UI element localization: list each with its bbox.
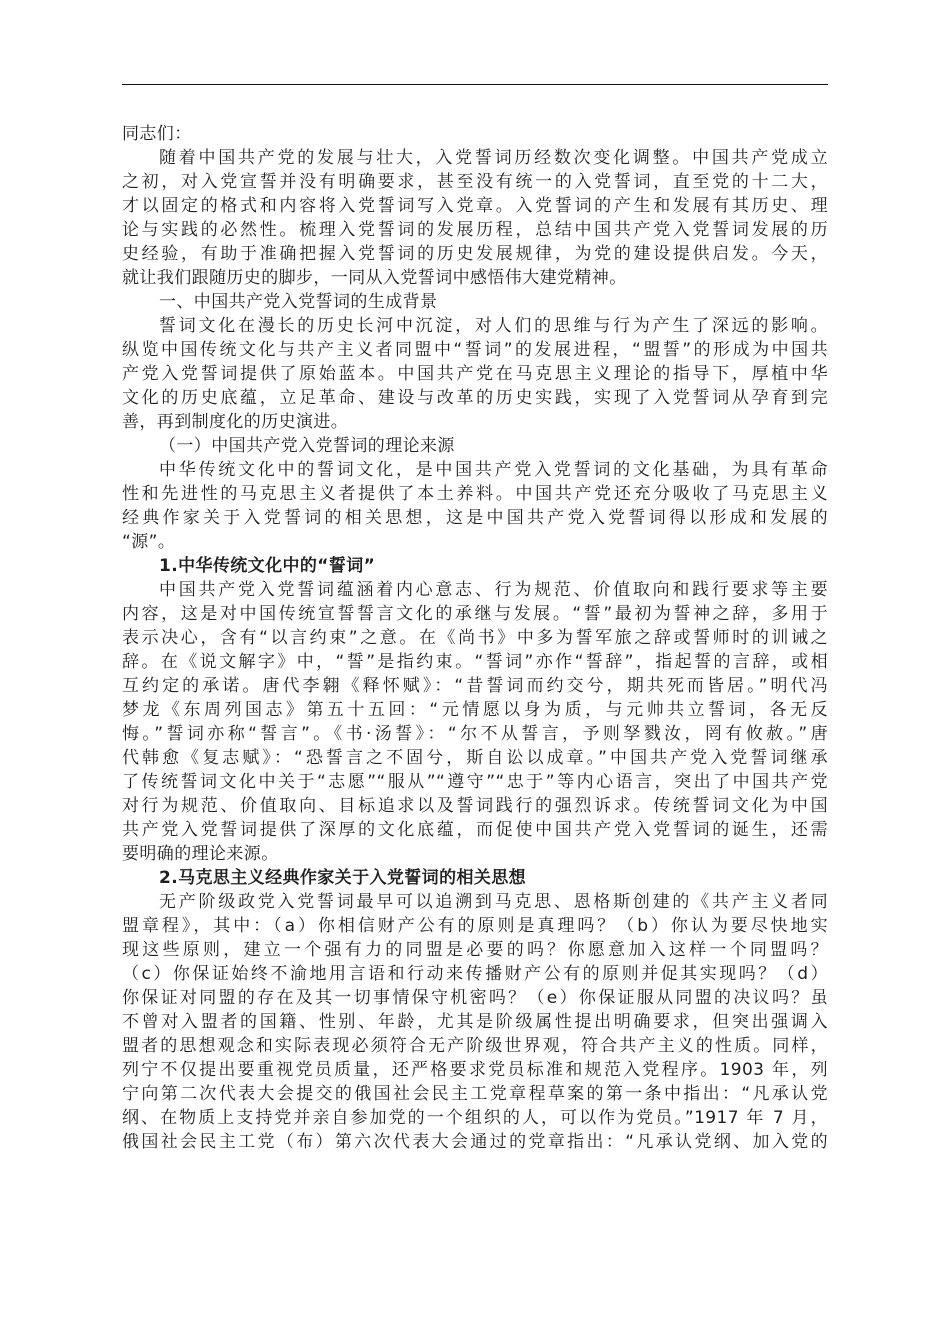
text-line: 盟章程》，其中：（a）你相信财产公有的原则是真理吗？（b）你认为要尽快地实 — [122, 916, 828, 936]
text-line: 之初，对入党宣誓并没有明确要求，甚至没有统一的入党誓词，直至党的十二大， — [122, 172, 828, 192]
text-line: 悔。”誓词亦称“誓言”。《书·汤誓》：“尔不从誓言，予则孥戮汝，罔有攸赦。”唐 — [122, 724, 828, 744]
text-line: 辞。在《说文解字》中，“誓”是指约束。“誓词”亦作“誓辞”，指起誓的言辞，或相 — [122, 652, 828, 672]
text-line: 列宁不仅提出要重视党员质量，还严格要求党员标准和规范入党程序。1903 年，列 — [122, 1060, 829, 1080]
text-line: 了传统誓词文化中关于“志愿”“服从”“遵守”“忠于”等内心语言，突出了中国共产党 — [122, 772, 828, 792]
text-line: 俄国社会民主工党（布）第六次代表大会通过的党章指出：“凡承认党纲、加入党的 — [122, 1132, 828, 1152]
text-line: 一、中国共产党入党誓词的生成背景 — [159, 292, 438, 312]
text-line: 产党入党誓词提供了原始蓝本。中国共产党在马克思主义理论的指导下，厚植中华 — [122, 364, 828, 384]
text-line: 史经验，有助于准确把握入党誓词的历史发展规律，为党的建设提供启发。今天， — [122, 244, 828, 264]
text-line: 不曾对入盟者的国籍、性别、年龄，尤其是阶级属性提出明确要求，但突出强调入 — [122, 1012, 828, 1032]
text-line: 纲、在物质上支持党并亲自参加党的一个组织的人，可以作为党员。”1917 年 7 月， — [122, 1108, 828, 1128]
text-line: 无产阶级政党入党誓词最早可以追溯到马克思、恩格斯创建的《共产主义者同 — [159, 892, 828, 912]
text-line: 互约定的承诺。唐代李翱《释怀赋》：“昔誓词而约交兮，期共死而皆居。”明代冯 — [122, 676, 828, 696]
text-line: 纵览中国传统文化与共产主义者同盟中“誓词”的发展进程，“盟誓”的形成为中国共 — [122, 340, 828, 360]
text-line: 中国共产党入党誓词蕴涵着内心意志、行为规范、价值取向和践行要求等主要 — [159, 580, 828, 600]
text-line: 内容，这是对中国传统宣誓誓言文化的承继与发展。“誓”最初为誓神之辞，多用于 — [122, 604, 828, 624]
text-line: 对行为规范、价值取向、目标追求以及誓词践行的强烈诉求。传统誓词文化为中国 — [122, 796, 828, 816]
text-line: （c）你保证始终不渝地用言语和行动来传播财产公有的原则并促其实现吗？（d） — [122, 964, 828, 984]
text-line: “源”。 — [122, 532, 176, 552]
text-line: 文化的历史底蕴，立足革命、建设与改革的历史实践，实现了入党誓词从孕育到完 — [122, 388, 828, 408]
section-heading: 2.马克思主义经典作家关于入党誓词的相关思想 — [159, 868, 527, 888]
text-line: 性和先进性的马克思主义者提供了本土养料。中国共产党还充分吸收了马克思主义 — [122, 484, 828, 504]
text-line: 要明确的理论来源。 — [122, 844, 279, 864]
text-line: 共产党入党誓词提供了深厚的文化底蕴，而促使中国共产党入党誓词的诞生，还需 — [122, 820, 828, 840]
text-line: 就让我们跟随历史的脚步，一同从入党誓词中感悟伟大建党精神。 — [122, 268, 627, 288]
text-line: 善，再到制度化的历史演进。 — [122, 412, 349, 432]
text-line: 表示决心，含有“以言约束”之意。在《尚书》中多为誓军旅之辞或誓师时的训诫之 — [122, 628, 828, 648]
text-line: 中华传统文化中的誓词文化，是中国共产党入党誓词的文化基础，为具有革命 — [159, 460, 828, 480]
text-line: 誓词文化在漫长的历史长河中沉淀，对人们的思维与行为产生了深远的影响。 — [159, 316, 828, 336]
text-line: 论与实践的必然性。梳理入党誓词的发展历程，总结中国共产党入党誓词发展的历 — [122, 220, 828, 240]
section-heading: 1.中华传统文化中的“誓词” — [159, 556, 376, 576]
text-line: 随着中国共产党的发展与壮大，入党誓词历经数次变化调整。中国共产党成立 — [159, 148, 828, 168]
text-line: 同志们： — [122, 124, 192, 144]
text-line: 梦龙《东周列国志》第五十五回：“元情愿以身为质，与元帅共立誓词，各无反 — [122, 700, 828, 720]
text-line: 现这些原则，建立一个强有力的同盟是必要的吗？你愿意加入这样一个同盟吗？ — [122, 940, 828, 960]
document-body — [122, 122, 828, 1154]
text-line: 代韩愈《复志赋》：“恐誓言之不固兮，斯自讼以成章。”中国共产党入党誓词继承 — [122, 748, 828, 768]
text-line: 经典作家关于入党誓词的相关思想，这是中国共产党入党誓词得以形成和发展的 — [122, 508, 828, 528]
text-line: 盟者的思想观念和实际表现必须符合无产阶级世界观，符合共产主义的性质。同样， — [122, 1036, 828, 1056]
text-line: 你保证对同盟的存在及其一切事情保守机密吗？（e）你保证服从同盟的决议吗？虽 — [122, 988, 828, 1008]
header-rule — [122, 84, 828, 85]
text-line: 才以固定的格式和内容将入党誓词写入党章。入党誓词的产生和发展有其历史、理 — [122, 196, 828, 216]
text-line: 宁向第二次代表大会提交的俄国社会民主工党章程草案的第一条中指出：“凡承认党 — [122, 1084, 828, 1104]
text-line: （一）中国共产党入党誓词的理论来源 — [159, 436, 455, 456]
